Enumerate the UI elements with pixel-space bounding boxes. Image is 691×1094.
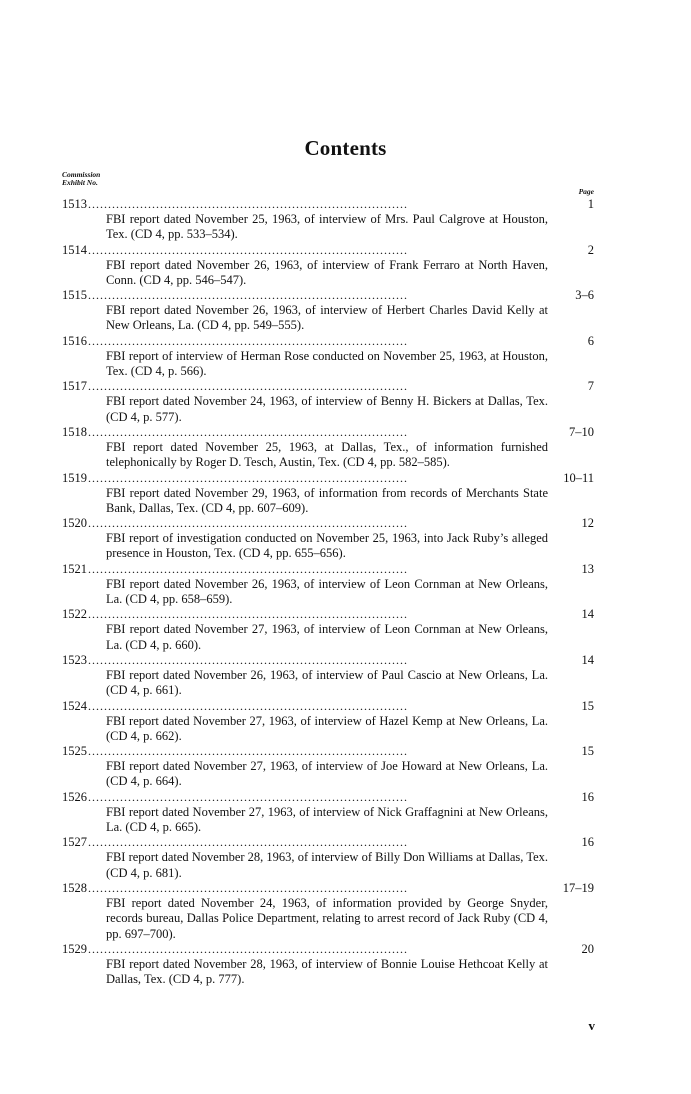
exhibit-number: 1521 — [62, 561, 87, 576]
contents-entry — [62, 516, 594, 562]
exhibit-header-line1: Commission — [62, 170, 101, 179]
exhibit-column-header — [62, 171, 100, 187]
contents-entry — [62, 243, 594, 289]
entry-heading-line — [62, 881, 594, 896]
dot-leader — [88, 425, 564, 440]
entry-heading-line — [62, 471, 594, 486]
entry-heading-line — [62, 197, 594, 212]
entry-description: FBI report of investigation conducted on November 25, 1963, into Jack Ruby’s alleged presence in Houston, Tex. (CD 4, pp. 655–656). — [106, 531, 548, 561]
contents-entry — [62, 835, 594, 881]
entry-heading-line — [62, 790, 594, 805]
entry-description: FBI report of interview of Herman Rose conducted on November 25, 1963, at Houston, Tex. (CD 4, p. 566). — [106, 348, 548, 379]
entry-heading-line — [62, 562, 594, 577]
page-number: 16 — [581, 789, 594, 804]
page-number: 10–11 — [563, 470, 594, 485]
dot-leader — [88, 288, 570, 303]
page-number: 16 — [581, 835, 594, 850]
page-column-header: Page — [578, 187, 594, 196]
entry-description: FBI report dated November 25, 1963, at Dallas, Tex., of information furnished telephonically by Roger D. Tesch, Austin, Tex. (CD 4, pp. 582–585). — [106, 439, 548, 470]
exhibit-number: 1515 — [62, 288, 87, 303]
dot-leader — [88, 835, 571, 850]
entry-description: FBI report dated November 25, 1963, of interview of Mrs. Paul Calgrove at Houston, Tex. (CD 4, pp. 533–534). — [106, 212, 548, 242]
exhibit-number: 1519 — [62, 470, 87, 485]
dot-leader — [88, 516, 571, 531]
contents-entry — [62, 653, 594, 699]
page-number: 17–19 — [562, 880, 594, 895]
page-number: 7–10 — [569, 424, 594, 439]
entry-description: FBI report dated November 27, 1963, of interview of Joe Howard at New Orleans, La. (CD 4, p. 664). — [106, 759, 548, 789]
contents-entry — [62, 562, 594, 608]
page-number: 7 — [587, 379, 594, 394]
entry-description: FBI report dated November 27, 1963, of interview of Nick Graffagnini at New Orleans, La. (CD 4, p. 665). — [106, 804, 548, 835]
dot-leader — [88, 790, 571, 805]
entry-description: FBI report dated November 24, 1963, of information provided by George Snyder, records bureau, Dallas Police Department, relating to arrest record of Jack Ruby (CD 4, pp. 697–700). — [106, 895, 548, 941]
page-number: 13 — [581, 561, 594, 576]
page-number: 15 — [581, 744, 594, 759]
dot-leader — [88, 243, 571, 258]
contents-entry — [62, 425, 594, 471]
entry-heading-line — [62, 942, 594, 957]
entry-description: FBI report dated November 28, 1963, of interview of Bonnie Louise Hethcoat Kelly at Dallas, Tex. (CD 4, p. 777). — [106, 956, 548, 987]
contents-entry — [62, 790, 594, 836]
page-number: 1 — [587, 197, 594, 211]
dot-leader — [88, 699, 571, 714]
exhibit-header-line2: Exhibit No. — [62, 178, 98, 187]
dot-leader — [88, 881, 558, 896]
contents-entry — [62, 379, 594, 425]
contents-entry — [62, 471, 594, 517]
page-number: 14 — [581, 652, 594, 667]
page-number: 14 — [581, 607, 594, 622]
entry-heading-line — [62, 835, 594, 850]
entry-heading-line — [62, 516, 594, 531]
entry-description: FBI report dated November 29, 1963, of information from records of Merchants State Bank, Dallas, Tex. (CD 4, pp. 607–609). — [106, 485, 548, 515]
contents-entry — [62, 699, 594, 745]
contents-entry — [62, 288, 594, 334]
entry-heading-line — [62, 334, 594, 349]
exhibit-number: 1517 — [62, 379, 87, 394]
contents-entry — [62, 942, 594, 988]
exhibit-number: 1528 — [62, 880, 87, 895]
exhibit-number: 1513 — [62, 197, 87, 211]
exhibit-number: 1518 — [62, 424, 87, 439]
contents-entry — [62, 197, 594, 243]
entry-heading-line — [62, 288, 594, 303]
page-number: 2 — [587, 242, 594, 257]
entry-heading-line — [62, 425, 594, 440]
contents-entry — [62, 334, 594, 380]
exhibit-number: 1527 — [62, 835, 87, 850]
dot-leader — [88, 744, 571, 759]
dot-leader — [88, 562, 571, 577]
page-number: 15 — [581, 698, 594, 713]
entry-heading-line — [62, 699, 594, 714]
entry-description: FBI report dated November 27, 1963, of interview of Hazel Kemp at New Orleans, La. (CD 4, p. 662). — [106, 713, 548, 743]
dot-leader — [88, 334, 571, 349]
entry-description: FBI report dated November 26, 1963, of interview of Herbert Charles David Kelly at New Orleans, La. (CD 4, pp. 549–555). — [106, 303, 548, 333]
contents-entry — [62, 744, 594, 790]
page-number: 3–6 — [575, 288, 594, 303]
entry-heading-line — [62, 744, 594, 759]
entry-description: FBI report dated November 26, 1963, of interview of Frank Ferraro at North Haven, Conn. (CD 4, pp. 546–547). — [106, 257, 548, 287]
contents-list — [62, 197, 594, 987]
page-number: 6 — [587, 333, 594, 348]
entry-heading-line — [62, 379, 594, 394]
entry-description: FBI report dated November 26, 1963, of interview of Paul Cascio at New Orleans, La. (CD 4, p. 661). — [106, 667, 548, 698]
exhibit-number: 1520 — [62, 516, 87, 531]
page-title: Contents — [304, 136, 387, 160]
entry-description: FBI report dated November 26, 1963, of interview of Leon Cornman at New Orleans, La. (CD 4, pp. 658–659). — [106, 576, 548, 607]
entry-heading-line — [62, 243, 594, 258]
exhibit-number: 1526 — [62, 789, 87, 804]
page-number: 12 — [581, 516, 594, 531]
dot-leader — [88, 379, 571, 394]
contents-entry — [62, 881, 594, 942]
page-number: 20 — [581, 941, 594, 956]
exhibit-number: 1529 — [62, 941, 87, 956]
entry-heading-line — [62, 653, 594, 668]
entry-description: FBI report dated November 24, 1963, of interview of Benny H. Bickers at Dallas, Tex. (CD 4, p. 577). — [106, 394, 548, 424]
exhibit-number: 1525 — [62, 744, 87, 759]
exhibit-number: 1522 — [62, 607, 87, 622]
exhibit-number: 1524 — [62, 698, 87, 713]
dot-leader — [88, 942, 571, 957]
entry-heading-line — [62, 607, 594, 622]
entry-description: FBI report dated November 27, 1963, of interview of Leon Cornman at New Orleans, La. (CD 4, p. 660). — [106, 622, 548, 652]
dot-leader — [88, 197, 571, 212]
page-folio: v — [588, 1018, 595, 1033]
exhibit-number: 1523 — [62, 652, 87, 667]
exhibit-number: 1516 — [62, 333, 87, 348]
entry-description: FBI report dated November 28, 1963, of interview of Billy Don Williams at Dallas, Tex. (CD 4, p. 681). — [106, 850, 548, 880]
exhibit-number: 1514 — [62, 242, 87, 257]
dot-leader — [88, 653, 571, 668]
dot-leader — [88, 607, 571, 622]
contents-entry — [62, 607, 594, 653]
dot-leader — [88, 471, 558, 486]
